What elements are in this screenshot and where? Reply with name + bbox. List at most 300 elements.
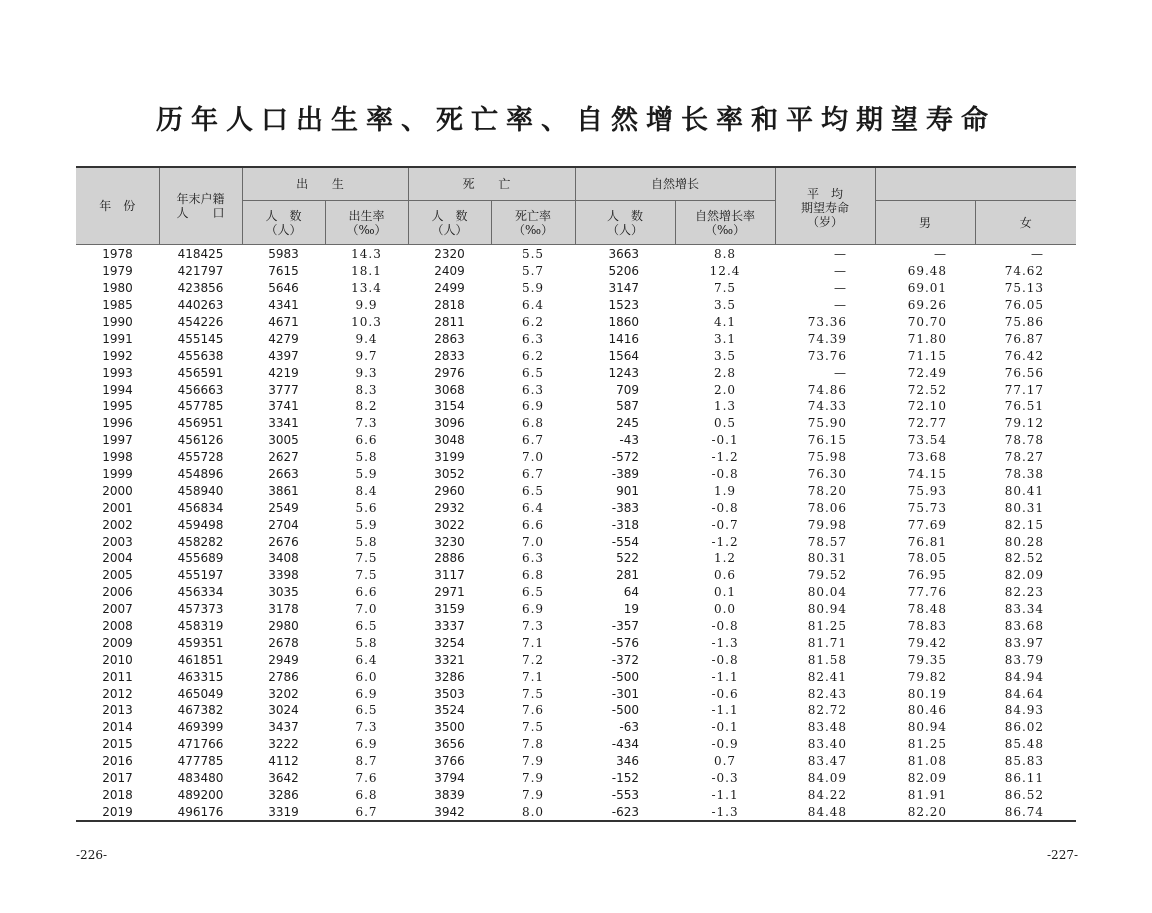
cell-dn: 2886 [434, 551, 465, 566]
cell-dn: 3337 [434, 619, 465, 634]
cell-dr: 6.3 [521, 331, 545, 346]
cell-nn: 1523 [608, 298, 640, 313]
cell-female: 86.11 [1004, 771, 1045, 786]
cell-female: 82.23 [1004, 585, 1045, 600]
table-row [76, 533, 1076, 550]
cell-br: 18.1 [351, 264, 382, 279]
cell-male: 69.01 [907, 281, 948, 296]
cell-pop: 459351 [177, 635, 224, 650]
cell-year: 1996 [102, 416, 133, 431]
table-row [76, 415, 1076, 432]
cell-dr: 6.3 [521, 551, 545, 566]
cell-nn: 3663 [608, 247, 640, 262]
cell-pop: 467382 [177, 703, 224, 718]
cell-br: 7.3 [355, 720, 378, 735]
cell-le: 73.36 [807, 315, 848, 329]
cell-male: 79.35 [907, 652, 948, 667]
cell-le: 84.48 [807, 804, 848, 819]
cell-female: 75.13 [1004, 281, 1045, 296]
cell-female: 86.02 [1004, 720, 1045, 735]
cell-female: 78.38 [1004, 467, 1045, 482]
cell-year: 2007 [102, 602, 133, 617]
cell-nr: 2.0 [713, 382, 737, 397]
cell-br: 6.9 [355, 686, 378, 701]
cell-nr: 8.8 [713, 247, 737, 262]
header-life-expectancy-ext [875, 167, 1076, 201]
cell-pop: 456591 [177, 365, 224, 380]
cell-bn: 2980 [268, 619, 299, 634]
cell-year: 2009 [102, 635, 133, 650]
cell-bn: 3398 [268, 568, 299, 583]
cell-male: 71.15 [907, 348, 948, 363]
cell-female: 78.27 [1004, 450, 1045, 465]
cell-nn: -554 [611, 534, 640, 549]
cell-male: 79.82 [907, 669, 948, 684]
cell-year: 2003 [102, 534, 133, 549]
cell-le: 84.22 [807, 787, 848, 802]
cell-nn: -43 [619, 433, 640, 448]
cell-dr: 8.0 [521, 804, 545, 819]
cell-br: 9.3 [355, 365, 378, 380]
cell-nr: 0.1 [713, 585, 737, 600]
cell-br: 5.6 [355, 500, 378, 515]
table-row [76, 584, 1076, 601]
cell-dr: 5.7 [521, 264, 545, 279]
cell-nn: 1564 [608, 348, 640, 363]
cell-le: 83.48 [807, 720, 848, 735]
header-life-expectancy-total: 期望寿命 （岁） [775, 201, 875, 245]
cell-male: 78.05 [907, 551, 948, 566]
page-number-left: -226- [76, 848, 108, 862]
cell-bn: 4397 [268, 348, 299, 363]
table-row [76, 381, 1076, 398]
cell-nr: -1.2 [711, 534, 739, 549]
table-row [76, 719, 1076, 736]
cell-br: 5.8 [355, 635, 378, 650]
cell-nr: -0.8 [711, 500, 739, 515]
cell-female: — [1031, 247, 1045, 262]
cell-dr: 6.5 [521, 483, 545, 498]
cell-pop: 458940 [177, 483, 224, 498]
cell-bn: 3005 [268, 433, 299, 448]
cell-le: 75.90 [807, 416, 848, 431]
cell-nn: 19 [623, 602, 640, 617]
cell-nn: -152 [611, 771, 640, 786]
cell-le: 74.39 [807, 331, 848, 346]
cell-dn: 3199 [434, 450, 465, 465]
cell-dr: 6.9 [521, 399, 545, 414]
cell-dr: 6.4 [521, 500, 545, 515]
cell-bn: 4279 [268, 331, 299, 346]
cell-male: 73.68 [907, 450, 948, 465]
cell-male: 72.10 [907, 399, 948, 414]
cell-male: 78.48 [907, 602, 948, 617]
cell-pop: 458282 [177, 534, 224, 549]
cell-year: 2011 [102, 669, 133, 684]
cell-nn: 709 [616, 382, 640, 397]
cell-female: 82.52 [1004, 551, 1045, 566]
cell-nr: -1.1 [711, 787, 739, 802]
header-female: 女 [975, 201, 1076, 245]
cell-br: 7.3 [355, 416, 378, 431]
cell-pop: 455728 [177, 450, 224, 465]
cell-year: 1978 [102, 247, 133, 262]
cell-nn: -434 [611, 737, 640, 752]
cell-dn: 2818 [434, 298, 465, 313]
cell-year: 2002 [102, 517, 133, 532]
header-growth-rate: 自然增长率 （‰） [675, 201, 775, 245]
cell-bn: 2663 [268, 467, 299, 482]
cell-nr: -1.1 [711, 703, 739, 718]
cell-pop: 423856 [177, 281, 224, 296]
cell-male: 77.76 [907, 585, 948, 600]
cell-nr: -0.6 [711, 686, 739, 701]
header-natural-growth: 自然增长 [575, 167, 775, 201]
cell-br: 6.6 [355, 433, 378, 448]
cell-male: 80.19 [907, 686, 948, 701]
cell-bn: 3408 [268, 551, 299, 566]
cell-dn: 2499 [434, 281, 465, 296]
cell-male: 82.09 [907, 771, 948, 786]
cell-le: 84.09 [807, 771, 848, 786]
cell-female: 80.28 [1004, 534, 1045, 549]
cell-male: 76.81 [907, 534, 948, 549]
cell-le: — [834, 247, 848, 262]
cell-pop: 461851 [177, 652, 224, 667]
cell-female: 84.94 [1004, 669, 1045, 684]
table-row [76, 634, 1076, 651]
cell-bn: 2678 [268, 635, 299, 650]
cell-nr: 0.5 [713, 416, 737, 431]
cell-bn: 3341 [268, 416, 299, 431]
cell-le: — [834, 298, 848, 313]
cell-nr: -0.1 [711, 433, 739, 448]
table-row [76, 466, 1076, 483]
cell-male: 78.83 [907, 619, 948, 634]
cell-nn: 245 [616, 416, 640, 431]
cell-bn: 2704 [268, 517, 299, 532]
cell-le: 81.71 [807, 635, 848, 650]
header-death-rate: 死亡率 （‰） [491, 201, 575, 245]
cell-dn: 3286 [434, 669, 465, 684]
cell-year: 1991 [102, 331, 133, 346]
cell-female: 82.09 [1004, 568, 1045, 583]
cell-br: 7.5 [355, 551, 378, 566]
cell-dr: 6.9 [521, 602, 545, 617]
cell-male: 73.54 [907, 433, 948, 448]
cell-br: 9.4 [355, 331, 378, 346]
cell-male: 69.48 [907, 264, 948, 279]
cell-le: 74.86 [807, 382, 848, 397]
cell-dr: 7.3 [521, 619, 545, 634]
cell-le: 83.47 [807, 754, 848, 769]
cell-year: 1993 [102, 365, 133, 380]
cell-year: 1985 [102, 298, 133, 313]
table-row [76, 364, 1076, 381]
cell-female: 76.05 [1004, 298, 1045, 313]
cell-female: 76.42 [1004, 348, 1045, 363]
table-row [76, 330, 1076, 347]
table-row [76, 753, 1076, 770]
cell-dr: 6.4 [521, 298, 545, 313]
cell-pop: 457785 [177, 399, 224, 414]
cell-le: 82.41 [807, 669, 848, 684]
cell-year: 1997 [102, 433, 133, 448]
cell-year: 2008 [102, 619, 133, 634]
cell-nn: 346 [616, 754, 640, 769]
cell-year: 2006 [102, 585, 133, 600]
cell-male: 74.15 [907, 467, 948, 482]
cell-dr: 7.9 [521, 771, 545, 786]
cell-dn: 3096 [434, 416, 465, 431]
cell-female: 82.15 [1004, 517, 1045, 532]
table-row [76, 314, 1076, 331]
table-row [76, 803, 1076, 821]
cell-bn: 3642 [268, 771, 299, 786]
cell-bn: 3202 [268, 686, 299, 701]
cell-br: 6.8 [355, 787, 378, 802]
cell-dr: 7.9 [521, 787, 545, 802]
cell-bn: 3178 [268, 602, 299, 617]
cell-nn: 522 [616, 551, 640, 566]
cell-le: 76.15 [807, 433, 848, 448]
cell-dn: 3022 [434, 517, 465, 532]
cell-male: 75.73 [907, 500, 948, 515]
cell-nn: 901 [616, 483, 640, 498]
cell-nr: -0.3 [711, 771, 739, 786]
cell-nn: -576 [611, 635, 640, 650]
cell-pop: 454896 [177, 467, 224, 482]
cell-nn: -553 [611, 787, 640, 802]
cell-female: 76.56 [1004, 365, 1045, 380]
cell-pop: 469399 [177, 720, 224, 735]
cell-male: 75.93 [907, 483, 948, 498]
cell-dn: 2932 [434, 500, 465, 515]
cell-female: 84.64 [1004, 686, 1045, 701]
cell-year: 1990 [102, 315, 133, 329]
table-row [76, 280, 1076, 297]
cell-dn: 3766 [434, 754, 465, 769]
cell-br: 6.9 [355, 737, 378, 752]
header-death-persons: 人 数 （人） [408, 201, 491, 245]
cell-pop: 456951 [177, 416, 224, 431]
header-growth-persons: 人 数 （人） [575, 201, 675, 245]
cell-nr: -0.8 [711, 467, 739, 482]
cell-dn: 3159 [434, 602, 465, 617]
table-row [76, 245, 1076, 263]
table-row [76, 618, 1076, 635]
page-title: 历年人口出生率、死亡率、自然增长率和平均期望寿命 [156, 105, 996, 136]
cell-pop: 471766 [177, 737, 224, 752]
cell-pop: 455689 [177, 551, 224, 566]
cell-year: 2013 [102, 703, 133, 718]
cell-bn: 3222 [268, 737, 299, 752]
cell-dr: 6.8 [521, 416, 545, 431]
cell-dn: 3942 [434, 804, 465, 819]
cell-bn: 2786 [268, 669, 299, 684]
cell-br: 6.0 [355, 669, 378, 684]
cell-female: 78.78 [1004, 433, 1045, 448]
cell-bn: 3286 [268, 787, 299, 802]
cell-br: 6.4 [355, 652, 378, 667]
cell-pop: 456663 [177, 382, 224, 397]
cell-dr: 6.7 [521, 467, 545, 482]
cell-le: 79.52 [807, 568, 848, 583]
cell-female: 79.12 [1004, 416, 1045, 431]
cell-dn: 3321 [434, 652, 465, 667]
cell-br: 5.8 [355, 450, 378, 465]
cell-dr: 7.8 [521, 737, 545, 752]
cell-le: 73.76 [807, 348, 848, 363]
cell-dn: 3230 [434, 534, 465, 549]
cell-year: 1979 [102, 264, 133, 279]
cell-dr: 7.0 [521, 534, 545, 549]
cell-male: 77.69 [907, 517, 948, 532]
cell-le: 80.04 [807, 585, 848, 600]
cell-bn: 2949 [268, 652, 299, 667]
cell-male: 71.80 [907, 331, 948, 346]
cell-male: 81.25 [907, 737, 948, 752]
cell-br: 7.6 [355, 771, 378, 786]
cell-le: 76.30 [807, 467, 848, 482]
page-number-right: -227- [1047, 848, 1079, 862]
cell-pop: 465049 [177, 686, 224, 701]
cell-nr: -0.8 [711, 619, 739, 634]
cell-bn: 3024 [268, 703, 299, 718]
cell-br: 9.9 [355, 298, 378, 313]
cell-year: 2000 [102, 483, 133, 498]
cell-dr: 7.0 [521, 450, 545, 465]
cell-dr: 6.5 [521, 365, 545, 380]
cell-pop: 455197 [177, 568, 224, 583]
cell-dr: 7.6 [521, 703, 545, 718]
cell-bn: 2549 [268, 500, 299, 515]
table-row [76, 787, 1076, 804]
table-row [76, 297, 1076, 314]
cell-dr: 5.5 [521, 247, 545, 262]
cell-year: 2018 [102, 787, 133, 802]
cell-nr: -0.9 [711, 737, 739, 752]
cell-year: 1994 [102, 382, 133, 397]
cell-dn: 3048 [434, 433, 465, 448]
cell-nr: -1.3 [711, 804, 739, 819]
cell-dr: 6.6 [521, 517, 545, 532]
cell-dn: 3500 [434, 720, 465, 735]
cell-female: 74.62 [1004, 264, 1045, 279]
cell-year: 2019 [102, 804, 133, 819]
cell-pop: 489200 [177, 787, 224, 802]
cell-year: 2014 [102, 720, 133, 735]
cell-dn: 3839 [434, 787, 465, 802]
cell-year: 1995 [102, 399, 133, 414]
cell-bn: 5646 [268, 281, 299, 296]
cell-year: 2016 [102, 754, 133, 769]
cell-br: 14.3 [351, 247, 382, 262]
header-year: 年 份 [76, 167, 159, 245]
cell-male: 76.95 [907, 568, 948, 583]
cell-year: 1998 [102, 450, 133, 465]
table-row [76, 702, 1076, 719]
cell-dn: 2971 [434, 585, 465, 600]
cell-nr: 2.8 [713, 365, 737, 380]
cell-br: 8.3 [355, 382, 378, 397]
table-row [76, 601, 1076, 618]
cell-nn: 1860 [608, 315, 640, 329]
cell-br: 8.4 [355, 483, 378, 498]
cell-br: 13.4 [351, 281, 382, 296]
cell-pop: 463315 [177, 669, 224, 684]
table-header [76, 167, 1076, 245]
cell-nr: 1.9 [713, 483, 737, 498]
cell-nr: 3.5 [713, 348, 737, 363]
cell-le: 75.98 [807, 450, 848, 465]
cell-male: — [934, 247, 948, 262]
cell-year: 2001 [102, 500, 133, 515]
cell-male: 80.94 [907, 720, 948, 735]
cell-female: 77.17 [1004, 382, 1045, 397]
cell-nr: 3.1 [713, 331, 737, 346]
cell-nr: 0.0 [713, 602, 737, 617]
cell-dr: 6.7 [521, 433, 545, 448]
cell-bn: 4219 [268, 365, 299, 380]
cell-br: 7.5 [355, 568, 378, 583]
cell-pop: 477785 [177, 754, 224, 769]
cell-nn: 1416 [608, 331, 640, 346]
cell-female: 83.34 [1004, 602, 1045, 617]
cell-nn: -301 [611, 686, 640, 701]
cell-bn: 7615 [268, 264, 299, 279]
cell-male: 82.20 [907, 804, 948, 819]
cell-female: 76.51 [1004, 399, 1045, 414]
cell-dn: 3068 [434, 382, 465, 397]
cell-dn: 2833 [434, 348, 465, 363]
cell-pop: 454226 [177, 315, 224, 329]
table-row [76, 398, 1076, 415]
cell-dn: 3524 [434, 703, 465, 718]
cell-female: 76.87 [1004, 331, 1045, 346]
table-row [76, 770, 1076, 787]
cell-female: 85.48 [1004, 737, 1045, 752]
cell-br: 10.3 [351, 315, 382, 329]
header-life-expectancy: 平 均 [775, 167, 875, 201]
cell-nn: -500 [611, 703, 640, 718]
cell-dn: 2811 [434, 315, 465, 329]
cell-dn: 2320 [434, 247, 465, 262]
cell-male: 72.49 [907, 365, 948, 380]
cell-le: — [834, 365, 848, 380]
cell-pop: 456126 [177, 433, 224, 448]
cell-le: 82.43 [807, 686, 848, 701]
cell-bn: 4341 [268, 298, 299, 313]
cell-female: 83.79 [1004, 652, 1045, 667]
cell-bn: 4112 [268, 754, 299, 769]
cell-le: 83.40 [807, 737, 848, 752]
cell-le: 78.20 [807, 483, 848, 498]
cell-year: 2015 [102, 737, 133, 752]
cell-pop: 418425 [177, 247, 224, 262]
cell-dn: 3503 [434, 686, 465, 701]
cell-dn: 2863 [434, 331, 465, 346]
cell-female: 86.74 [1004, 804, 1045, 819]
header-birth: 出 生 [242, 167, 408, 201]
cell-br: 9.7 [355, 348, 378, 363]
cell-nr: 1.3 [713, 399, 737, 414]
cell-female: 84.93 [1004, 703, 1045, 718]
cell-dr: 6.2 [521, 348, 545, 363]
cell-nn: 1243 [608, 365, 640, 380]
cell-le: 79.98 [807, 517, 848, 532]
cell-le: 82.72 [807, 703, 848, 718]
